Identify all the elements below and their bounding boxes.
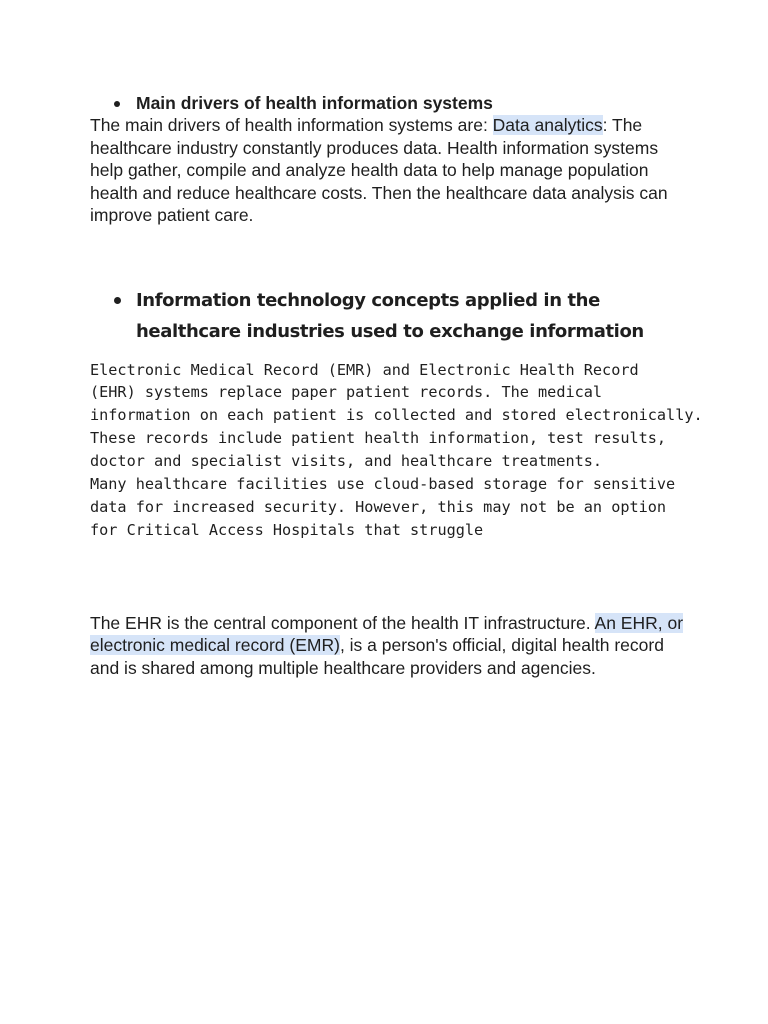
text-line: data for increased security. However, this may not be an option [90, 497, 667, 516]
paragraph-main-drivers-suffix: : The healthcare industry constantly produces data. Health information systems help gather, compile and analyze health data to help manage population health and reduce healthcare costs. Then the healthcare data analysis can improve patient care. [90, 115, 668, 225]
heading-main-drivers: Main drivers of health information systems [136, 93, 493, 113]
text-line: (EHR) systems replace paper patient records. The medical [90, 383, 603, 402]
paragraph-ehr-suffix: , is a person's official, digital health record and is shared among multiple healthcare providers and agencies. [90, 635, 664, 678]
text-line: for Critical Access Hospitals that struggle [90, 520, 484, 539]
paragraph-ehr-central [90, 612, 690, 680]
text-line: These records include patient health information, test results, [90, 429, 667, 448]
heading-it-concepts: Information technology concepts applied in the healthcare industries used to exchange information [136, 289, 644, 342]
paragraph-emr-ehr [90, 359, 703, 542]
highlight-ehr-definition: An EHR, or electronic medical record (EMR) [90, 612, 684, 656]
bullet-dot [114, 101, 120, 107]
highlight-data-analytics: Data analytics [492, 115, 603, 135]
bullet-heading-it-concepts [114, 285, 690, 347]
text-line: information on each patient is collected and stored electronically. [90, 406, 703, 425]
text-line: doctor and specialist visits, and healthcare treatments. [90, 452, 603, 471]
bullet-dot [114, 297, 121, 304]
paragraph-main-drivers-prefix: The main drivers of health information systems are: [90, 115, 493, 135]
text-line: Electronic Medical Record (EMR) and Electronic Health Record [90, 360, 639, 379]
paragraph-main-drivers [90, 114, 690, 227]
document-page [90, 92, 703, 679]
bullet-heading-main-drivers [114, 92, 690, 114]
paragraph-ehr-prefix: The EHR is the central component of the health IT infrastructure. [90, 612, 595, 633]
text-line: Many healthcare facilities use cloud-based storage for sensitive [90, 475, 676, 494]
